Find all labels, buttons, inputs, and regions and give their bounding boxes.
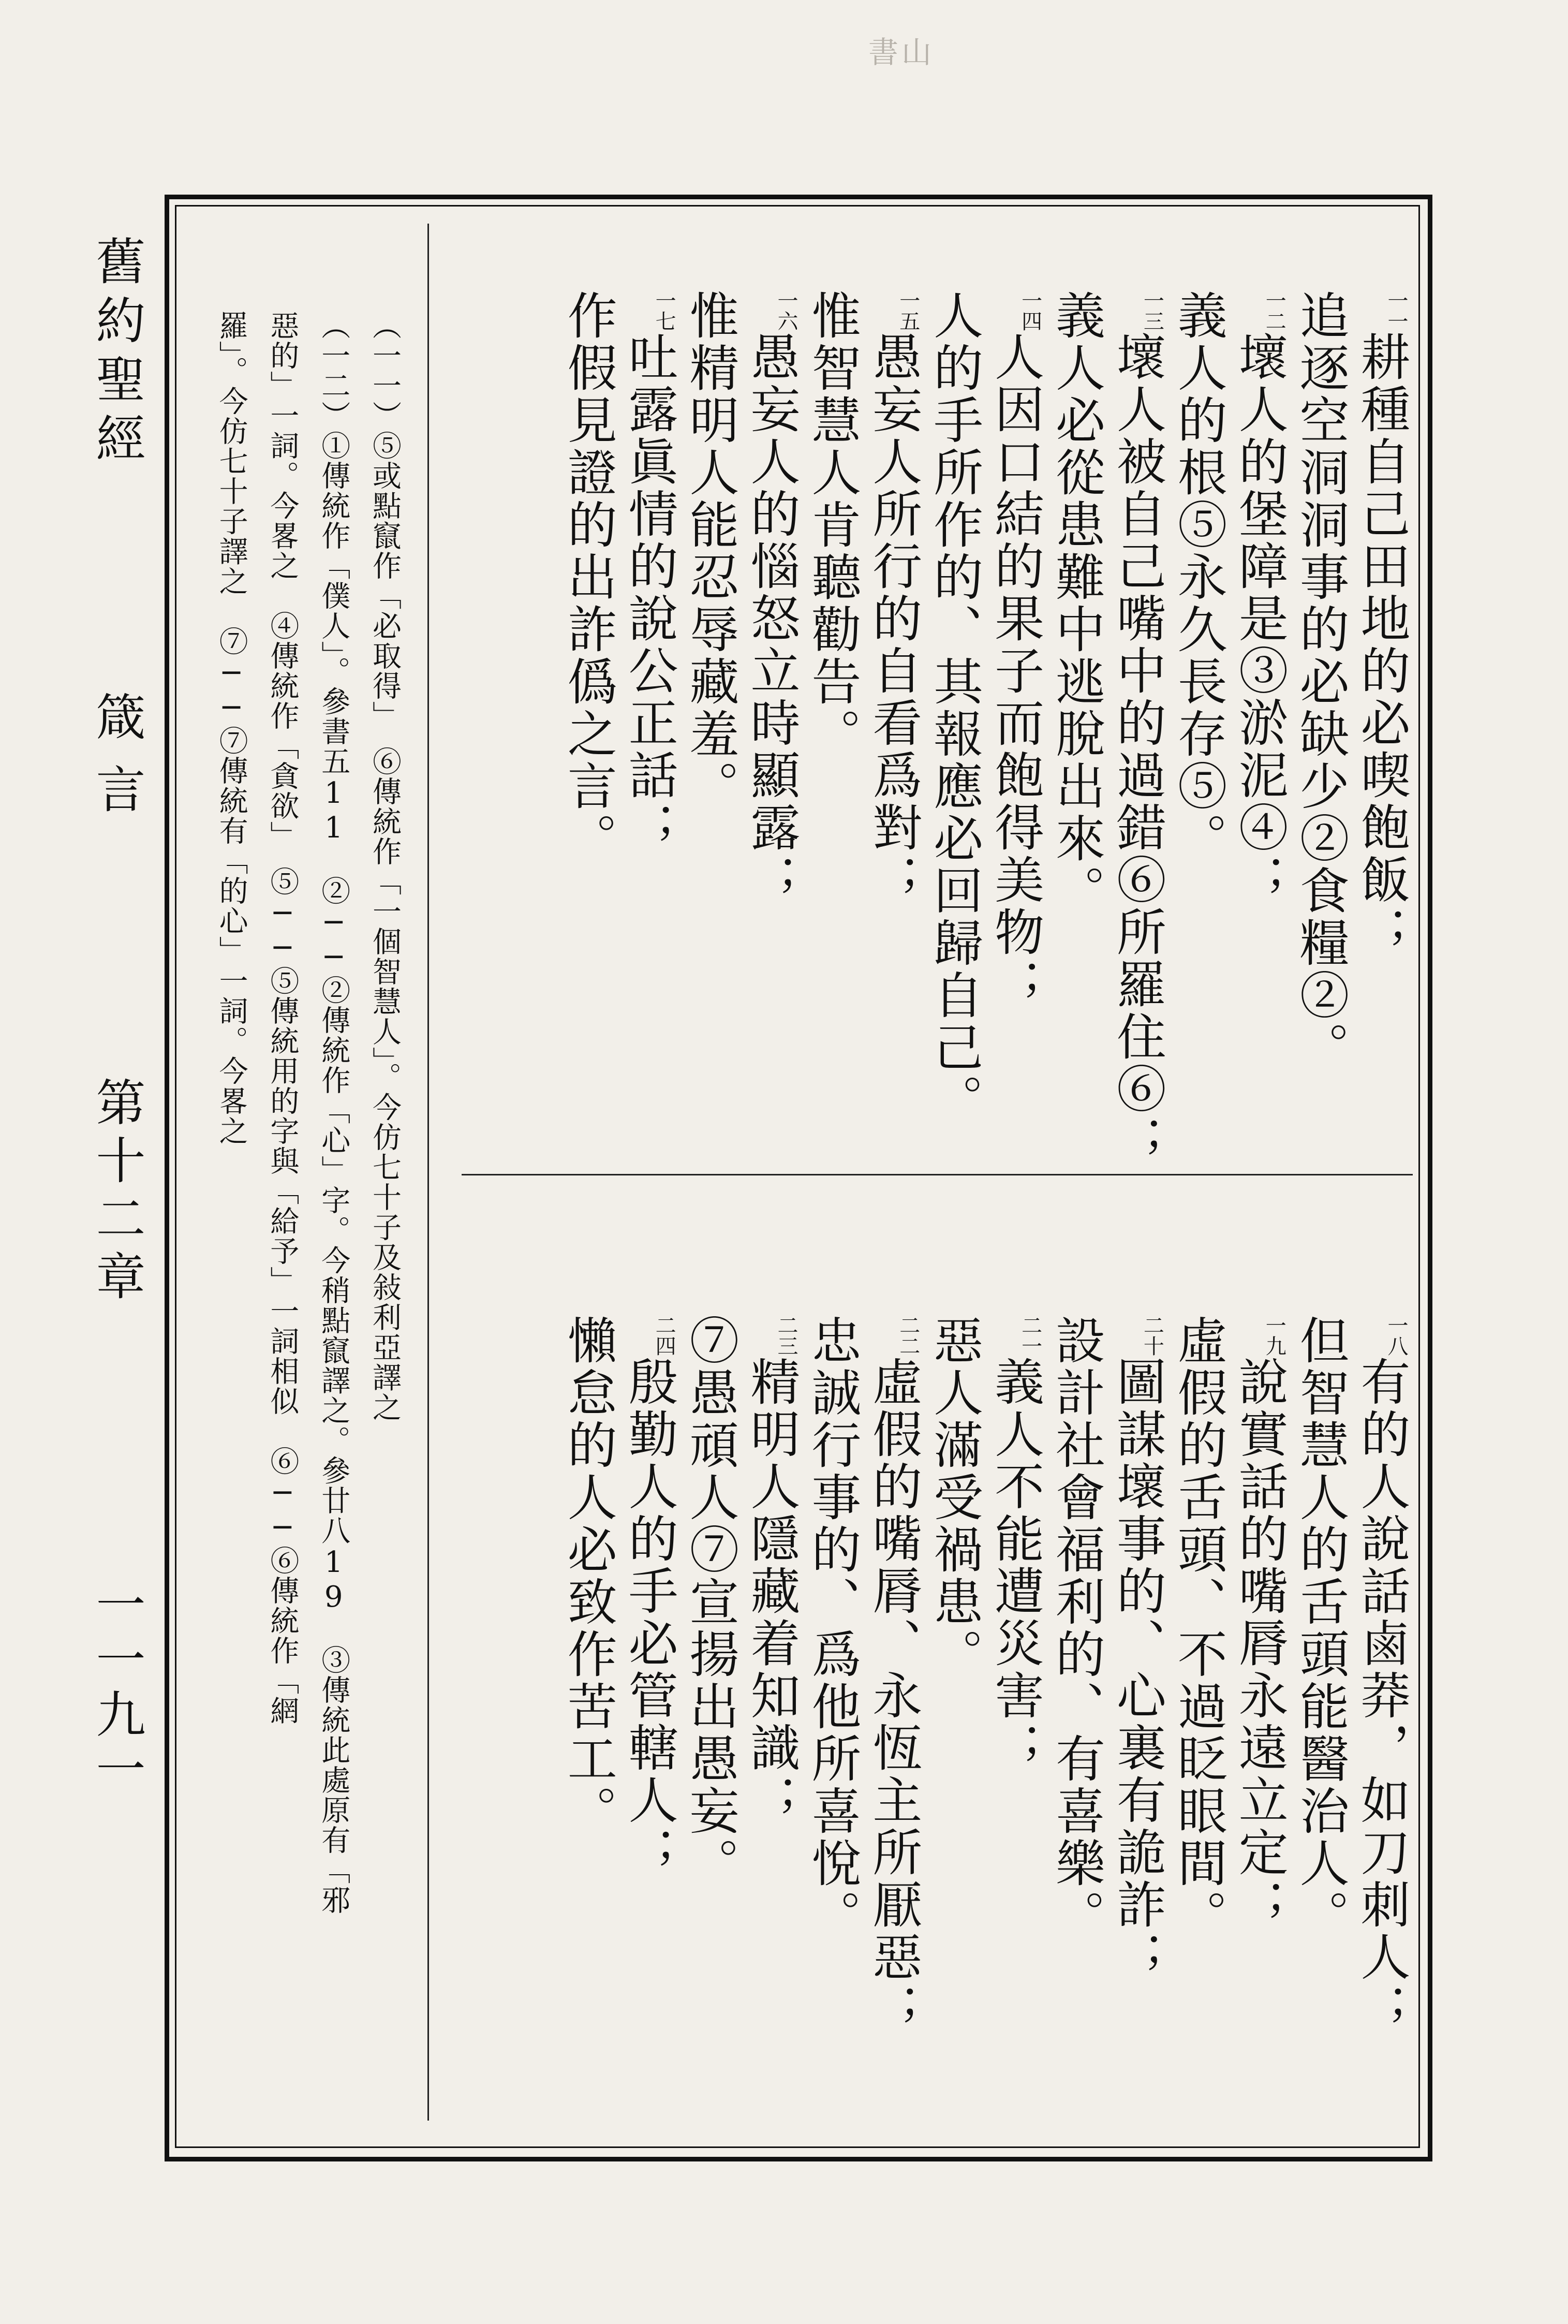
verse-line [559, 290, 618, 1168]
verse-number: 二二 [896, 1315, 920, 1356]
verse-text: 壞人的堡障是③淤泥④； [1231, 331, 1289, 906]
footnote-line: （一一）⑤或點竄作「必取得」 ⑥傳統作「一個智慧人」。今仿七十子及敍利亞譯之 [368, 311, 402, 1422]
verse-line [1108, 290, 1167, 1168]
verse-text: 吐露眞情的說公正話； [620, 331, 679, 854]
verse-text: 懶怠的人必致作苦工。 [559, 1315, 618, 1837]
verse-line [559, 1315, 618, 2036]
verse-line [864, 1315, 923, 2036]
verse-text: 惡人滿受禍患。 [925, 1315, 984, 1681]
stamp-col-2: 書 [863, 36, 898, 66]
verse-line [682, 1315, 740, 2036]
verse-line [1353, 1315, 1411, 2036]
verse-line [620, 290, 679, 1168]
verses-top [559, 290, 1411, 1168]
verse-line [1170, 1315, 1228, 2036]
verse-number: 一九 [1262, 1315, 1286, 1356]
chapter-title: 箴言 [88, 691, 146, 836]
verse-line [1231, 1315, 1289, 2036]
verse-line [986, 1315, 1045, 2036]
verse-text: 愚妄人所行的自看爲對； [864, 331, 923, 906]
verse-text: 設計社會福利的、有喜樂。 [1047, 1315, 1106, 1942]
verse-number: 二三 [774, 1315, 798, 1356]
verse-text: 義人不能遭災害； [986, 1356, 1045, 1774]
verse-line [1231, 290, 1289, 1168]
verse-line [864, 290, 923, 1168]
verse-text: 作假見證的出詐僞之言。 [559, 290, 618, 865]
verse-text: ⑦愚頑人⑦宣揚出愚妄。 [682, 1315, 740, 1890]
verses-bottom [559, 1315, 1411, 2036]
footnote-line: 惡的」一詞。今畧之 ④傳統作「貪欲」 ⑤──⑤傳統用的字與「給予」一詞相似 ⑥──⑥傳統作「網 [265, 311, 300, 1726]
verse-line [1292, 290, 1350, 1168]
verse-text: 義人的根⑤永久長存⑤。 [1170, 290, 1228, 865]
stamp-col-1: 山 [896, 36, 931, 66]
footnote-line: 羅」。今仿七十子譯之 ⑦──⑦傳統有「的心」一詞。今畧之 [214, 311, 248, 1146]
verse-text: 人因口結的果子而飽得美物； [986, 331, 1045, 1011]
verse-number: 一四 [1018, 290, 1042, 331]
verse-line [1292, 1315, 1350, 2036]
verse-text: 圖謀壞事的、心裏有詭詐； [1108, 1356, 1167, 1983]
verse-text: 追逐空洞洞事的必缺少②食糧②。 [1292, 290, 1350, 1074]
verse-line [803, 290, 862, 1168]
verse-text: 耕種自己田地的必喫飽飯； [1353, 331, 1411, 959]
verse-line [986, 290, 1045, 1168]
verse-text: 有的人說話鹵莽，如刀刺人； [1353, 1356, 1411, 2036]
verse-text: 愚妄人的惱怒立時顯露； [742, 331, 801, 906]
verse-number: 二四 [652, 1315, 676, 1356]
verse-text: 但智慧人的舌頭能醫治人。 [1292, 1315, 1350, 1942]
verse-text: 人的手所作的、其報應必回歸自己。 [925, 290, 984, 1126]
page-number: 一一九一 [88, 1579, 146, 1798]
verse-text: 精明人隱藏着知識； [742, 1356, 801, 1827]
verse-line [925, 290, 984, 1168]
footnote-divider [427, 224, 429, 2121]
verse-line [1108, 1315, 1167, 2036]
verse-line [682, 290, 740, 1168]
verse-text: 殷勤人的手必管轄人； [620, 1356, 679, 1879]
verse-text: 惟精明人能忍辱藏羞。 [682, 290, 740, 813]
verse-number: 一一 [1384, 290, 1408, 331]
footnotes [216, 311, 400, 1915]
verse-line [1170, 290, 1228, 1168]
verse-number: 一五 [896, 290, 920, 331]
verse-text: 義人必從患難中逃脫出來。 [1047, 290, 1106, 917]
verse-text: 虛假的嘴脣、永恆主所厭惡； [864, 1356, 923, 2036]
verse-number: 一八 [1384, 1315, 1408, 1356]
verse-number: 一六 [774, 290, 798, 331]
footnote-line: （一二）①傳統作「僕人」。參書五11 ②──②傳統作「心」字。今稍點竄譯之。參廿八19 ③傳統此處原有「邪 [317, 311, 351, 1915]
verse-line [620, 1315, 679, 2036]
verse-number: 一二 [1262, 290, 1286, 331]
verse-text: 惟智慧人肯聽勸告。 [803, 290, 862, 760]
verse-line [742, 1315, 801, 2036]
verse-number: 一三 [1140, 290, 1164, 331]
verse-text: 壞人被自己嘴中的過錯⑥所羅住⑥； [1108, 331, 1167, 1168]
verse-text: 說實話的嘴脣永遠立定； [1231, 1356, 1289, 1931]
verse-number: 二一 [1018, 1315, 1042, 1356]
verse-line [803, 1315, 862, 2036]
verse-number: 一七 [652, 290, 676, 331]
chapter-number: 第十二章 [88, 1077, 146, 1308]
book-title: 舊約聖經 [88, 236, 146, 472]
verse-text: 忠誠行事的、爲他所喜悅。 [803, 1315, 862, 1942]
verse-line [1047, 1315, 1106, 2036]
verse-number: 二十 [1140, 1315, 1164, 1356]
verse-line [1047, 290, 1106, 1168]
verse-text: 虛假的舌頭、不過眨眼間。 [1170, 1315, 1228, 1942]
verse-line [742, 290, 801, 1168]
section-divider [462, 1174, 1413, 1175]
verse-line [925, 1315, 984, 2036]
verse-line [1353, 290, 1411, 1168]
library-stamp [856, 36, 929, 192]
